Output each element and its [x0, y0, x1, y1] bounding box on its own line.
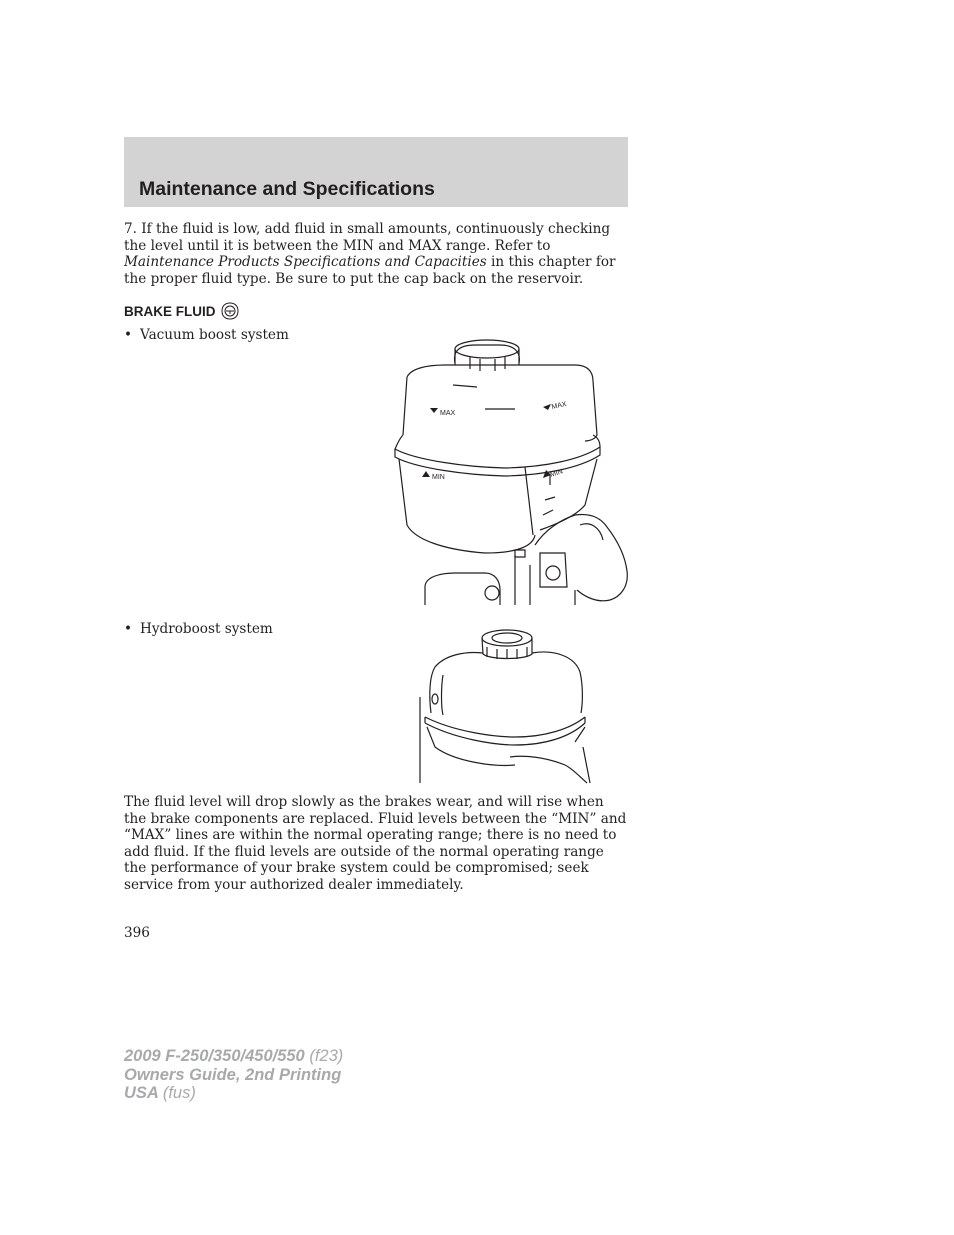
footer-model: 2009 F-250/350/450/550: [124, 1047, 305, 1065]
bullet-text: Hydroboost system: [140, 621, 273, 637]
footer-market-code: (fus): [162, 1084, 196, 1102]
bullet-hydroboost: • Hydroboost system: [124, 621, 273, 637]
brake-fluid-heading-text: BRAKE FLUID: [124, 303, 216, 319]
page-number: 396: [124, 925, 150, 941]
step-7-text-start: 7. If the fluid is low, add fluid in small amounts, continuously checking the level until it is between the MIN and MAX range. Refer to: [124, 221, 611, 254]
section-title: Maintenance and Specifications: [139, 178, 435, 200]
step-7-cross-reference: Maintenance Products Specifications and Capacities: [124, 254, 487, 271]
brake-fluid-heading: [124, 302, 240, 320]
step-7-paragraph: [124, 221, 629, 287]
bullet-text: Vacuum boost system: [140, 327, 289, 343]
footer-line-1: [124, 1047, 343, 1066]
min-label-right: MIN: [549, 468, 564, 479]
hydroboost-reservoir-illustration: [415, 627, 595, 787]
brake-fluid-symbol-icon: [220, 302, 240, 320]
footer-line-3: [124, 1084, 343, 1103]
bullet-vacuum-boost: • Vacuum boost system: [124, 327, 289, 343]
closing-paragraph: The fluid level will drop slowly as the brakes wear, and will rise when the brake components are replaced. Fluid levels between the “MIN” and “MAX” lines are within the normal operating range; there is no need to add fluid. If the fluid levels are outside of the normal operating range the performance of your brake system could be compromised; seek service from your authorized dealer immediately.: [124, 794, 627, 893]
section-header-band: [124, 137, 628, 207]
footer: [124, 1047, 343, 1103]
max-label-right: MAX: [550, 400, 568, 411]
step-7-text-end: in this chapter for the proper fluid type. Be sure to put the cap back on the reservoir.: [124, 254, 616, 287]
min-label-left: MIN: [432, 474, 445, 481]
footer-model-code: (f23): [309, 1047, 344, 1065]
footer-line-2: Owners Guide, 2nd Printing: [124, 1065, 342, 1084]
max-label-left: MAX: [440, 410, 456, 417]
footer-market: USA: [124, 1084, 159, 1102]
vacuum-boost-reservoir-illustration: [385, 335, 630, 607]
